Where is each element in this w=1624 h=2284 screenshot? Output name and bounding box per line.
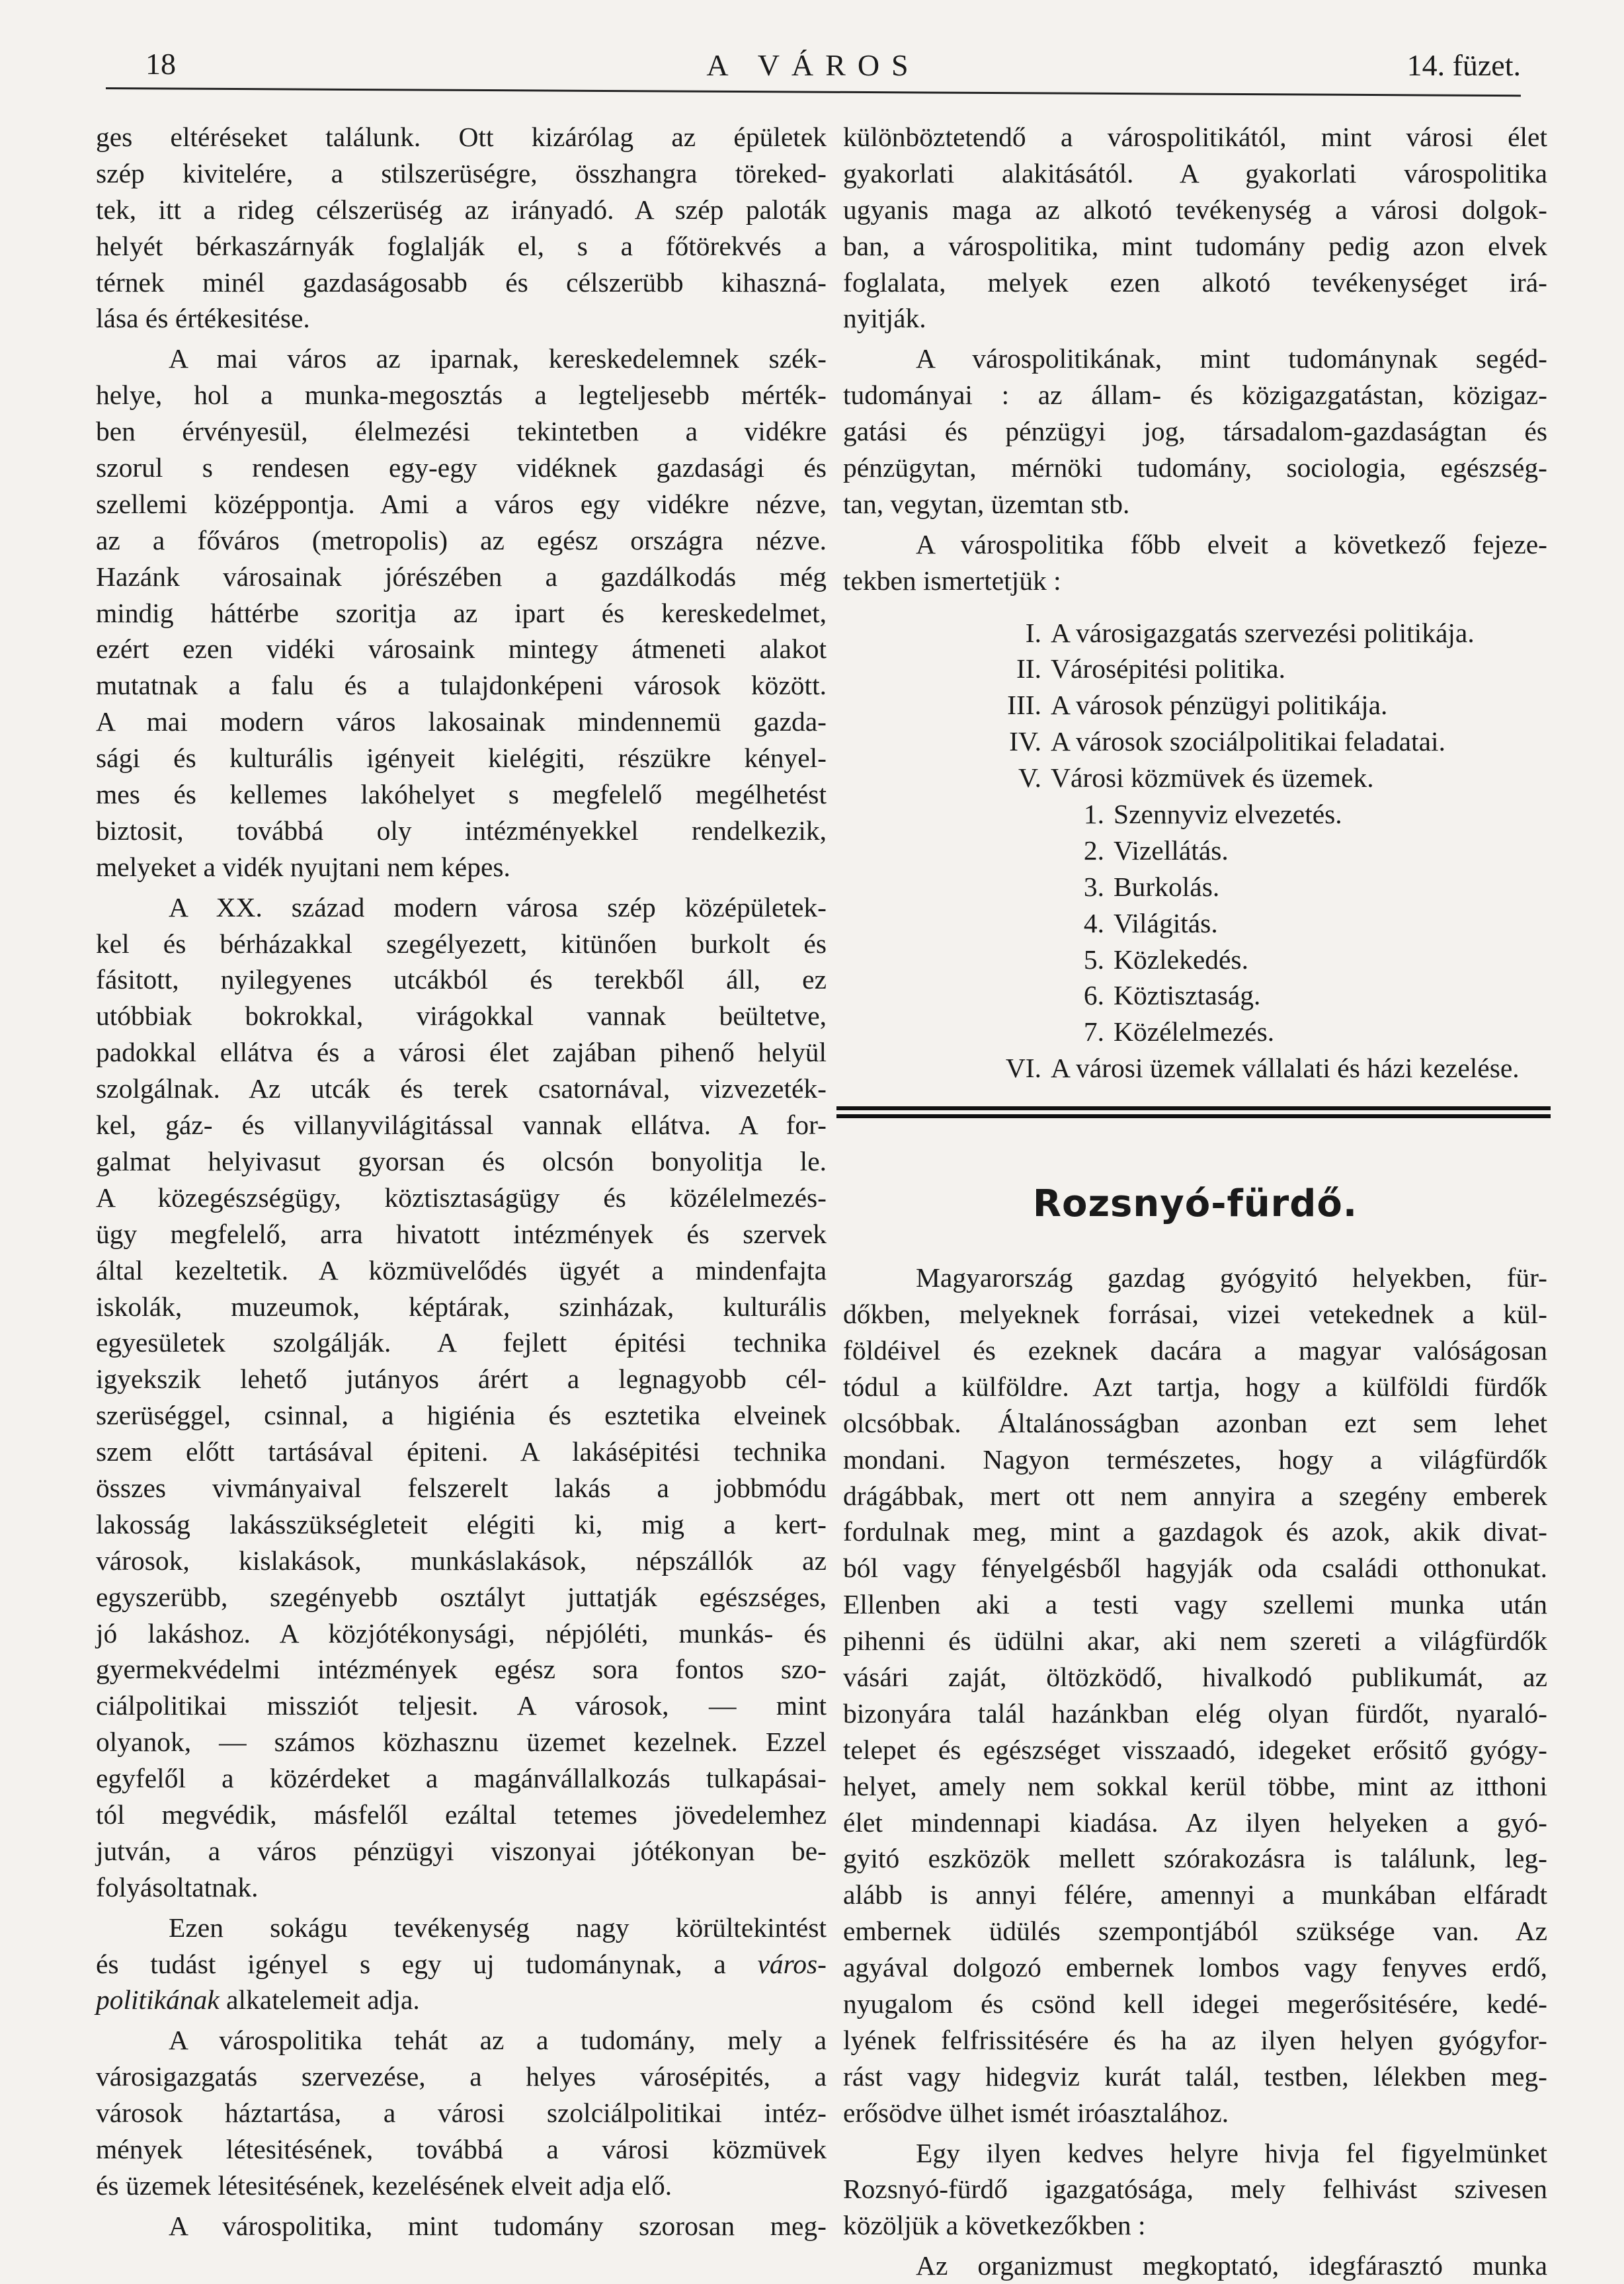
text-line: ból vagy fényelgésből hagyják oda családi otthonukat. (843, 1553, 1547, 1584)
text-line: gyitó eszközök mellett szórakozásra is találunk, leg- (843, 1843, 1547, 1874)
text-line: mes és kellemes lakóhelyet s megfelelő megélhetést (96, 779, 827, 810)
text-line: drágábbak, mert ott nem annyira a szegény emberek (843, 1480, 1547, 1511)
text-line: mények létesitésének, továbbá a városi közmüvek (96, 2133, 827, 2164)
text-line: az a főváros (metropolis) az egész országra nézve. (96, 524, 827, 555)
text-line: által kezeltetik. A közmüvelődés ügyét a mindenfajta (96, 1254, 827, 1285)
journal-title: A VÁROS (706, 48, 920, 82)
paragraph (96, 889, 827, 1906)
subitem-title: Burkolás. (1114, 871, 1220, 902)
text-line: mondani. Nagyon természetes, hogy a világfürdők (843, 1444, 1547, 1475)
text-line: dőkben, melyeknek forrásai, vizei vetekednek a kül- (843, 1299, 1547, 1330)
text-line: összes vivmányaival felszerelt lakás a jobbmódu (96, 1472, 827, 1503)
chapter-title: Városépitési politika. (1051, 653, 1285, 684)
subitem-title: Köztisztaság. (1114, 980, 1261, 1011)
right-column (843, 119, 1547, 2284)
chapter-number: I. (1025, 617, 1041, 648)
text-line: pénzügytan, mérnöki tudomány, sociologia, egészség- (843, 452, 1547, 483)
subitem-number: 7. (1083, 1016, 1104, 1047)
text-line: nyitják. (843, 303, 926, 334)
text-line: tól megvédik, másfelől ezáltal tetemes jövedelemhez (96, 1799, 827, 1830)
text-line: ezért ezen vidéki városaink mintegy átmeneti alakot (96, 633, 827, 665)
text-line: ben érvényesül, élelmezési tekintetben a vidékre (96, 416, 827, 447)
text-line: közöljük a következőkben : (843, 2210, 1146, 2241)
subitem-number: 3. (1083, 871, 1104, 902)
text-line: A várospolitikának, mint tudománynak segéd- (916, 343, 1547, 374)
chapter-subitem (843, 869, 1547, 905)
section-divider (836, 1106, 1551, 1121)
chapter-title: A városigazgatás szervezési politikája. (1051, 617, 1475, 648)
text-line: szorul s rendesen egy-egy vidéknek gazdasági és (96, 452, 827, 483)
text-line: vásári zaját, öltözködő, hivalkodó publikumát, az (843, 1661, 1547, 1692)
text-line: szem előtt tartásával épiteni. A lakásépitési technika (96, 1436, 827, 1467)
article-body (843, 1260, 1547, 2284)
paragraph (843, 341, 1547, 522)
text-line: erősödve ülhet ismét iróasztalához. (843, 2097, 1229, 2128)
text-line: telepet és egészséget visszaadó, idegeket erősitő gyógy- (843, 1734, 1547, 1765)
subitem-title: Közélelmezés. (1114, 1016, 1275, 1047)
subitem-title: Szennyviz elvezetés. (1114, 799, 1342, 830)
text-line: egyesületek szolgálják. A fejlett épitési technika (96, 1327, 827, 1358)
text-line: jó lakáshoz. A közjótékonysági, népjóléti, munkás- és (96, 1617, 827, 1649)
text-line: utóbbiak bokrokkal, virágokkal vannak beültetve, (96, 1000, 827, 1032)
text-line: kel, gáz- és villanyvilágitással vannak ellátva. A for- (96, 1110, 827, 1141)
text-line: pihenni és üdülni akar, aki nem szereti a világfürdők (843, 1625, 1547, 1656)
text-line: és üzemek létesitésének, kezelésének elveit adja elő. (96, 2170, 672, 2201)
text-line: ciálpolitikai missziót teljesit. A városok, — mint (96, 1690, 827, 1721)
text-line: biztosit, továbbá oly intézményekkel rendelkezik, (96, 815, 827, 846)
text-line: A mai város az iparnak, kereskedelemnek szék- (169, 343, 827, 374)
text-line: ugyanis maga az alkotó tevékenység a városi dolgok- (843, 194, 1547, 225)
text-line: szép kivitelére, a stilszerüségre, összhangra töreked- (96, 157, 827, 188)
article-title: Rozsnyó-fürdő. (1032, 1182, 1358, 1226)
text-line: helyét bérkaszárnyák foglalják el, s a főtörekvés a (96, 230, 827, 261)
text-line: padokkal ellátva és a városi élet zajában pihenő helyül (96, 1037, 827, 1068)
text-line: gatási és pénzügyi jog, társadalom-gazdaságtan és (843, 416, 1547, 447)
text-line: különböztetendő a várospolitikától, mint városi élet (843, 122, 1547, 152)
paragraph (843, 2248, 1547, 2284)
subitem-number: 6. (1083, 980, 1104, 1011)
text-line: iskolák, muzeumok, képtárak, szinházak, kulturális (96, 1291, 827, 1322)
text-line: melyeket a vidék nyujtani nem képes. (96, 851, 510, 882)
text-line: helyet, amely nem sokkal kerül többe, mint az itthoni (843, 1770, 1547, 1801)
chapter-subitem (843, 1014, 1547, 1050)
subitem-number: 2. (1083, 835, 1104, 866)
text-line: folyásoltatnak. (96, 1871, 259, 1902)
text-line: lakosság lakásszükségleteit elégiti ki, mig a kert- (96, 1508, 827, 1539)
text-line: városok háztartása, a városi szolciálpolitikai intéz- (96, 2098, 827, 2129)
chapter-item (843, 1050, 1547, 1086)
chapter-title: A városok pénzügyi politikája. (1051, 690, 1388, 721)
subitem-number: 5. (1083, 944, 1104, 975)
text-line: A várospolitika, mint tudomány szorosan meg- (169, 2210, 827, 2241)
text-line: igyekszik lehető jutányos árért a legnagyobb cél- (96, 1364, 827, 1395)
chapter-title: A városok szociálpolitikai feladatai. (1051, 726, 1445, 757)
text-line: galmat helyivasut gyorsan és olcsón bonyolitja le. (96, 1145, 827, 1176)
paragraph (96, 341, 827, 885)
text-line: nyugalom és csönd kell idegei megerősitésére, kedé- (843, 1988, 1547, 2019)
text-line: mutatnak a falu és a tulajdonképeni városok között. (96, 670, 827, 701)
chapter-title: A városi üzemek vállalati és házi kezelése. (1051, 1053, 1520, 1084)
text-line: tudományai : az állam- és közigazgatástan, közigaz- (843, 380, 1547, 411)
issue-number: 14. füzet. (1406, 48, 1521, 82)
text-line: egyszerübb, szegényebb osztályt juttatják egészséges, (96, 1581, 827, 1612)
text-line: politikának alkatelemeit adja. (96, 1984, 420, 2016)
right-intro-text (843, 119, 1547, 599)
paragraph (96, 2022, 827, 2203)
text-line: egyfelől a közérdeket a magánvállalkozás tulkapásai- (96, 1763, 827, 1794)
text-line: jutván, a város pénzügyi viszonyai jótékonyan be- (96, 1835, 827, 1866)
text-line: kel és bérházakkal szegélyezett, kitünően burkolt és (96, 928, 827, 959)
text-line: A XX. század modern városa szép középületek- (169, 891, 827, 922)
chapter-item (843, 760, 1547, 796)
chapter-number: IV. (1009, 726, 1041, 757)
text-line: Az organizmust megkoptató, idegfárasztó munka (916, 2250, 1547, 2281)
text-line: A várospolitika főbb elveit a következő fejeze- (916, 528, 1547, 559)
text-line: alább is annyi félére, amennyi a munkában elfáradt (843, 1879, 1547, 1910)
text-line: tekben ismertetjük : (843, 565, 1061, 596)
text-line: földéivel és ezeknek dacára a magyar valóságosan (843, 1334, 1547, 1366)
chapter-item (843, 723, 1547, 760)
text-line: Ezen sokágu tevékenység nagy körültekintést (169, 1912, 827, 1943)
text-line: szellemi középpontja. Ami a város egy vidékre nézve, (96, 488, 827, 519)
subitem-number: 4. (1083, 907, 1104, 938)
text-line: városok, kislakások, munkáslakások, népszállók az (96, 1545, 827, 1576)
text-line: ügy megfelelő, arra hivatott intézmények és szervek (96, 1218, 827, 1249)
left-column (96, 119, 827, 2244)
text-line: A várospolitika tehát az a tudomány, mely a (169, 2025, 827, 2056)
text-line: lása és értékesitése. (96, 303, 310, 334)
paragraph (843, 1260, 1547, 2131)
text-line: tódul a külföldre. Azt tartja, hogy a külföldi fürdők (843, 1371, 1547, 1402)
text-line: ges eltéréseket találunk. Ott kizárólag az épületek (96, 122, 827, 152)
chapter-subitem (843, 796, 1547, 833)
text-line: embernek üdülés szempontjából szüksége van. Az (843, 1916, 1547, 1947)
subitem-number: 1. (1083, 799, 1104, 830)
italic-term: politikának (96, 1984, 220, 2016)
text-line: A mai modern város lakosainak mindennemü gazda- (96, 706, 827, 737)
text-line: gyakorlati alakitásától. A gyakorlati várospolitika (843, 157, 1547, 188)
text-line: fordulnak meg, mint a gazdagok és azok, akik divat- (843, 1516, 1547, 1547)
text-line: térnek minél gazdaságosabb és célszerübb kihaszná- (96, 266, 827, 298)
chapter-subitem (843, 942, 1547, 978)
chapter-number: III. (1007, 690, 1041, 721)
text-line: ban, a várospolitika, mint tudomány pedig azon elvek (843, 230, 1547, 261)
chapter-subitem (843, 905, 1547, 942)
paragraph (96, 119, 827, 337)
paragraph (843, 119, 1547, 337)
text-line: lyének felfrissitésére és ha az ilyen helyen gyógyfor- (843, 2024, 1547, 2055)
text-line: Magyarország gazdag gyógyitó helyekben, für- (916, 1262, 1547, 1293)
chapter-list (843, 599, 1547, 1087)
paragraph (96, 2208, 827, 2244)
subitem-title: Világitás. (1114, 907, 1218, 938)
chapter-number: VI. (1005, 1053, 1041, 1084)
chapter-subitem (843, 977, 1547, 1014)
chapter-subitem (843, 833, 1547, 869)
subitem-title: Vizellátás. (1114, 835, 1229, 866)
chapter-number: V. (1018, 762, 1041, 794)
text-line: Egy ilyen kedves helyre hivja fel figyelmünket (916, 2137, 1547, 2168)
chapter-item (843, 615, 1547, 651)
paragraph (96, 1910, 827, 2019)
paragraph (843, 2135, 1547, 2244)
text-line: rást vagy hidegviz kurát talál, testben, lélekben meg- (843, 2060, 1547, 2092)
text-line: fásitott, nyilegyenes utcákból és terekből áll, ez (96, 964, 827, 995)
text-line: Rozsnyó-fürdő igazgatósága, mely felhivást szivesen (843, 2174, 1547, 2205)
text-line: mindig háttérbe szoritja az ipart és kereskedelmet, (96, 597, 827, 628)
chapter-item (843, 687, 1547, 723)
text-line: tek, itt a rideg célszerüség az irányadó. A szép paloták (96, 194, 827, 225)
page-number: 18 (145, 47, 176, 81)
text-line: sági és kulturális igényeit kielégiti, részükre kényel- (96, 743, 827, 774)
chapter-number: II. (1016, 653, 1041, 684)
text-line: olcsóbbak. Általánosságban azonban ezt sem lehet (843, 1407, 1547, 1438)
text-line: Hazánk városainak jórészében a gazdálkodás még (96, 561, 827, 592)
text-line: szerüséggel, csinnal, a higiénia és esztetika elveinek (96, 1400, 827, 1431)
text-line: gyermekvédelmi intézmények egész sora fontos szo- (96, 1654, 827, 1685)
paragraph (843, 526, 1547, 599)
text-line: agyával dolgozó embernek lombos vagy fenyves erdő, (843, 1952, 1547, 1983)
italic-term: város- (757, 1948, 827, 1979)
text-line: tan, vegytan, üzemtan stb. (843, 488, 1130, 519)
text-line: és tudást igényel s egy uj tudománynak, a város- (96, 1948, 827, 1979)
text-line: élet mindennapi kiadása. Az ilyen helyeken a gyó- (843, 1807, 1547, 1838)
subitem-title: Közlekedés. (1114, 944, 1248, 975)
text-line: Ellenben aki a testi vagy szellemi munka után (843, 1589, 1547, 1620)
chapter-title: Városi közmüvek és üzemek. (1051, 762, 1374, 794)
text-line: szolgálnak. Az utcák és terek csatornával, vizvezeték- (96, 1073, 827, 1104)
text-line: bizonyára talál hazánkban elég olyan fürdőt, nyaraló- (843, 1697, 1547, 1729)
chapter-item (843, 651, 1547, 687)
text-line: városigazgatás szervezése, a helyes városépités, a (96, 2061, 827, 2092)
text-line: helye, hol a munka-megosztás a legteljesebb mérték- (96, 380, 827, 411)
text-line: A közegészségügy, köztisztaságügy és közélelmezés- (96, 1182, 827, 1213)
text-line: olyanok, — számos közhasznu üzemet kezelnek. Ezzel (96, 1727, 827, 1758)
text-line: foglalata, melyek ezen alkotó tevékenységet irá- (843, 266, 1547, 298)
